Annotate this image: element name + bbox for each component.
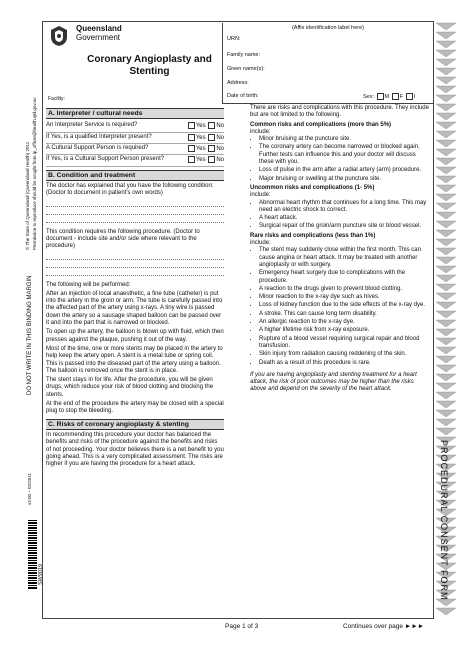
no-label: No — [216, 123, 224, 130]
question-text: A Cultural Support Person is required? — [46, 145, 149, 152]
sex-f-checkbox[interactable] — [392, 93, 399, 100]
common-risk-item: • Loss of pulse in the arm after a radial artery (arm) procedure. — [259, 167, 430, 174]
common-risks-include: include: — [250, 128, 271, 135]
agency-subtitle: Government — [76, 33, 121, 42]
chevron-mark — [436, 356, 456, 363]
yes-no-options — [187, 145, 224, 153]
chevron-mark — [436, 410, 456, 417]
procedure-paragraph-1: After an injection of local anaesthetic, a fine tube (catheter) is put into the artery in the groin or arm. The tube is carefully passed into the affected part of the artery using x-rays. A tiny wire is passed down the artery so a sausage shaped balloon can be passed over it and into the part that is narrowed or blocked. — [46, 290, 223, 327]
condition-line-1[interactable] — [46, 200, 224, 207]
chevron-mark — [436, 86, 456, 93]
procedure-line-2[interactable] — [46, 261, 224, 268]
copyright-text: © The State of Queensland (Queensland Health) 2011 — [25, 141, 30, 250]
rare-risks-heading: Rare risks and complications (less than 1%) — [250, 232, 376, 239]
procedure-paragraph-3: Most of the time, one or more stents may be placed in the artery to help keep the artery open. A stent is a metal tube or spring coil. This is passed into the diseased part of the artery using a balloon. The balloon is removed once the stent is in place. — [46, 345, 223, 374]
barcode — [28, 520, 37, 590]
interpreter-questions — [46, 121, 224, 167]
section-a-heading: A. Interpreter / cultural needs — [46, 108, 224, 119]
chevron-mark — [436, 167, 456, 174]
procedure-paragraph-2: To open up the artery, the balloon is blown up with fluid, which then presses against the plaque, pushing it out of the way. — [46, 329, 224, 343]
no-checkbox[interactable] — [208, 156, 215, 163]
yes-no-options — [187, 122, 224, 130]
question-text: An Interpreter Service is required? — [46, 122, 138, 129]
condition-line-3[interactable] — [46, 216, 224, 223]
performed-intro: The following will be performed: — [46, 281, 131, 288]
page-number: Page 1 of 3 — [225, 623, 259, 630]
sex-m-label: M — [384, 93, 390, 100]
interpreter-question-row — [46, 144, 224, 155]
chevron-mark — [436, 140, 456, 147]
address-field[interactable]: Address: — [227, 80, 249, 86]
rare-risk-item: • Rupture of a blood vessel requiring surgical repair and blood transfusion. — [259, 336, 430, 351]
chevron-mark — [436, 374, 456, 381]
chevron-mark — [436, 212, 456, 219]
uncommon-risk-item: • A heart attack. — [259, 215, 430, 222]
chevron-mark — [436, 257, 456, 264]
rare-risk-item: • A reaction to the drugs given to prevent blood clotting. — [259, 286, 430, 293]
yes-label: Yes — [195, 146, 206, 153]
procedure-line-1[interactable] — [46, 253, 224, 260]
form-title-line1: Coronary Angioplasty and — [87, 54, 212, 65]
chevron-mark — [436, 320, 456, 327]
sex-f-label: F — [399, 93, 404, 100]
no-checkbox[interactable] — [208, 145, 215, 152]
risks-intro: There are risks and complications with this procedure. They include but are not limited to the following. — [250, 105, 429, 119]
yes-checkbox[interactable] — [188, 145, 195, 152]
chevron-mark — [436, 608, 456, 615]
uncommon-risk-item: • Abnormal heart rhythm that continues for a long time. This may need an electric shock to correct. — [259, 200, 430, 215]
chevron-mark — [436, 275, 456, 282]
uncommon-risks-list — [250, 200, 430, 231]
chevron-mark — [436, 104, 456, 111]
condition-line-2[interactable] — [46, 208, 224, 215]
chevron-mark — [436, 266, 456, 273]
chevron-mark — [436, 122, 456, 129]
no-label: No — [216, 134, 224, 141]
procedure-required-text: This condition requires the following procedure. (Doctor to document - include site and/or side where relevant to the procedure) — [46, 228, 200, 250]
procedure-paragraph-4: The stent stays in for life. After the procedure, you will be given drugs, which reduce your risk of blood clotting and blocking the stents. — [46, 377, 214, 398]
left-column — [46, 108, 224, 470]
procedure-line-3[interactable] — [46, 269, 224, 276]
condition-intro: The doctor has explained that you have the following condition: (Doctor to document in patient's own words) — [46, 183, 214, 197]
chevron-mark — [436, 59, 456, 66]
agency-name — [76, 24, 122, 42]
common-risk-item: • Minor bruising at the puncture site. — [259, 136, 430, 143]
no-label: No — [216, 146, 224, 153]
chevron-mark — [436, 41, 456, 48]
interpreter-question-row — [46, 121, 224, 132]
no-checkbox[interactable] — [208, 134, 215, 141]
chevron-mark — [436, 311, 456, 318]
right-column — [250, 105, 430, 396]
rare-risk-item: • The stent may suddenly close within the first month. This can cause angina or heart attack. It may be treated with another angioplasty or with surgery. — [259, 247, 430, 269]
yes-label: Yes — [195, 123, 206, 130]
given-names-field[interactable]: Given name(s): — [227, 66, 265, 72]
common-risk-item: • Major bruising or swelling at the puncture site. — [259, 176, 430, 183]
rare-risks-include: include: — [250, 240, 271, 247]
uncommon-risk-item: • Surgical repair of the groin/arm puncture site or blood vessel. — [259, 223, 430, 230]
chevron-mark — [436, 185, 456, 192]
chevron-mark — [436, 149, 456, 156]
chevron-mark — [436, 401, 456, 408]
yes-checkbox[interactable] — [188, 156, 195, 163]
procedural-consent-form-title: PROCEDURAL CONSENT FORM — [439, 440, 449, 601]
chevron-mark — [436, 365, 456, 372]
chevron-mark — [436, 248, 456, 255]
urn-field[interactable]: URN: — [227, 36, 241, 42]
chevron-mark — [436, 32, 456, 39]
chevron-mark — [436, 293, 456, 300]
chevron-mark — [436, 50, 456, 57]
chevron-mark — [436, 203, 456, 210]
chevron-mark — [436, 239, 456, 246]
agency-title: Queensland — [76, 24, 122, 33]
sex-i-checkbox[interactable] — [406, 93, 413, 100]
yes-label: Yes — [195, 134, 206, 141]
yes-no-options — [187, 134, 224, 142]
chevron-mark — [436, 230, 456, 237]
chevron-mark — [436, 329, 456, 336]
id-label-header: (Affix identification label here) — [291, 25, 365, 31]
yes-label: Yes — [195, 157, 206, 164]
chevron-mark — [436, 419, 456, 426]
chevron-mark — [436, 284, 456, 291]
sex-i-label: I — [413, 93, 416, 100]
common-risk-item: • The coronary artery can become narrowed or blocked again. Further tests can influence this and your doctor will discuss these with you. — [259, 144, 430, 166]
heart-attack-note: If you are having angioplasty and stenting treatment for a heart attack, the risk of poor outcomes may be higher than the risks above and depend on the severity of the heart attack. — [250, 371, 417, 393]
dob-field[interactable]: Date of birth: — [227, 93, 259, 99]
chevron-mark — [436, 302, 456, 309]
chevron-mark — [436, 77, 456, 84]
sex-label: Sex: — [363, 93, 375, 100]
chevron-mark — [436, 194, 456, 201]
section-b-heading: B. Condition and treatment — [46, 170, 224, 181]
chevron-mark — [436, 131, 456, 138]
interpreter-question-row — [46, 155, 224, 166]
rare-risk-item: • Death as a result of this procedure is rare. — [259, 360, 430, 367]
interpreter-question-row — [46, 133, 224, 144]
chevron-mark — [436, 158, 456, 165]
sex-field — [363, 93, 415, 100]
rare-risk-item: • A stroke. This can cause long term disability. — [259, 311, 430, 318]
rare-risk-item: • An allergic reaction to the x-ray dye. — [259, 319, 430, 326]
sex-m-checkbox[interactable] — [377, 93, 384, 100]
chevron-mark — [436, 68, 456, 75]
version-text: v3.00 – 02/2011 — [27, 473, 32, 505]
patient-id-label-box[interactable] — [222, 23, 433, 104]
rare-risk-item: • Emergency heart surgery due to complications with the procedure. — [259, 270, 430, 285]
rare-risks-list — [250, 247, 430, 366]
no-checkbox[interactable] — [208, 122, 215, 129]
binding-margin-warning: DO NOT WRITE IN THIS BINDING MARGIN — [27, 275, 33, 395]
chevron-mark — [436, 23, 456, 30]
rare-risk-item: • Minor reaction to the x-ray dye such as hives. — [259, 294, 430, 301]
common-risks-heading: Common risks and complications (more than 5%) — [250, 121, 392, 128]
yes-checkbox[interactable] — [188, 134, 195, 141]
procedure-paragraph-5: At the end of the procedure the artery may be closed with a special plug to stop the bleeding. — [46, 401, 224, 415]
chevron-mark — [436, 176, 456, 183]
section-c-heading: C. Risks of coronary angioplasty & stenting — [46, 419, 224, 430]
common-risks-list — [250, 136, 430, 183]
permission-text: Permission to reproduce should be sought from ip_officer@health.qld.gov.au — [32, 97, 37, 250]
question-text: If Yes, is a Cultural Support Person present? — [46, 156, 165, 163]
chevron-mark — [436, 392, 456, 399]
chevron-mark — [436, 347, 456, 354]
chevron-mark — [436, 221, 456, 228]
continues-over-page: Continues over page ►►► — [343, 623, 425, 630]
chevron-mark — [436, 95, 456, 102]
no-label: No — [216, 157, 224, 164]
family-name-field[interactable]: Family name: — [227, 52, 261, 58]
yes-checkbox[interactable] — [188, 122, 195, 129]
rare-risk-item: • A higher lifetime risk from x-ray exposure. — [259, 327, 430, 334]
question-text: If Yes, is a qualified Interpreter present? — [46, 133, 152, 140]
rare-risk-item: • Skin injury from radiation causing reddening of the skin. — [259, 351, 430, 358]
uncommon-risks-include: include: — [250, 192, 271, 199]
form-code: SW9019 — [38, 563, 44, 585]
chevron-mark — [436, 428, 456, 435]
facility-label: Facility: — [48, 96, 65, 102]
queensland-crest-icon — [47, 24, 71, 48]
uncommon-risks-heading: Uncommon risks and complications (1- 5%) — [250, 184, 375, 191]
rare-risk-item: • Loss of kidney function due to the side effects of the x-ray dye. — [259, 302, 430, 309]
chevron-mark — [436, 113, 456, 120]
risks-intro-paragraph: In recommending this procedure your doctor has balanced the benefits and risks of the procedure against the benefits and risks of not proceeding. Your doctor believes there is a net benefit to you going ahead. This is a very complicated assessment. The risks are higher if you are having the procedure for a heart attack. — [46, 431, 224, 468]
chevron-mark — [436, 338, 456, 345]
chevron-mark — [436, 383, 456, 390]
form-title — [82, 54, 217, 78]
yes-no-options — [187, 156, 224, 164]
form-title-line2: Stenting — [129, 66, 170, 77]
